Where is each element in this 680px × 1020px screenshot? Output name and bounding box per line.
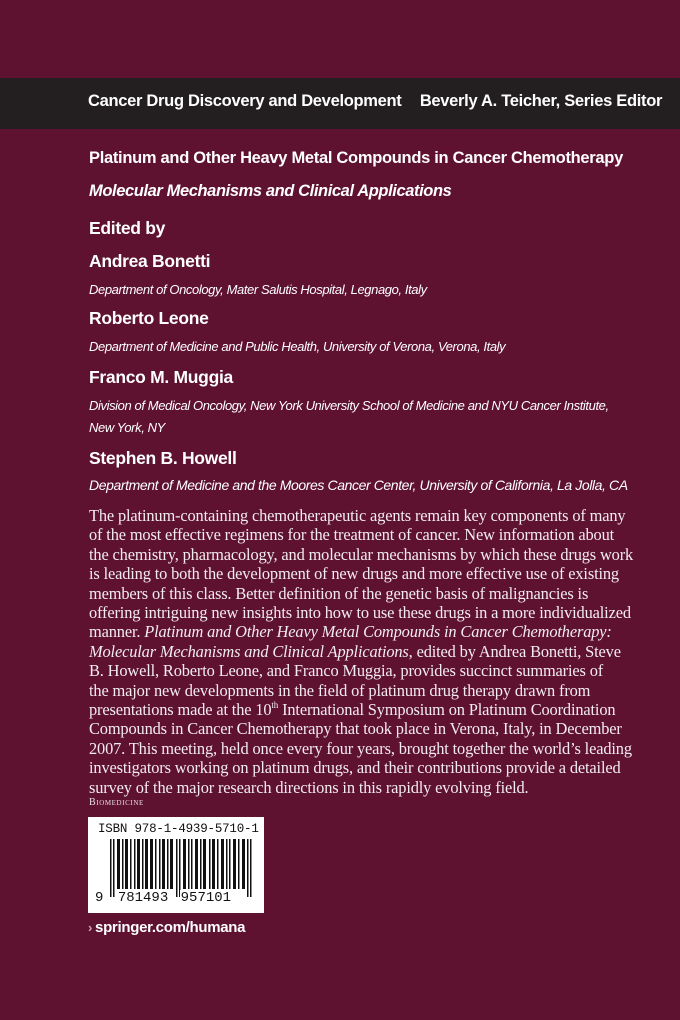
barcode-left-digits: 781493	[117, 890, 169, 906]
blurb-line	[89, 622, 629, 641]
blurb-line: survey of the major research directions in this rapidly evolving field.	[89, 777, 529, 797]
editor-name: Roberto Leone	[89, 308, 209, 328]
editor-affiliation: Division of Medical Oncology, New York University School of Medicine and NYU Cancer Institute,	[89, 398, 609, 413]
editor-affiliation: Department of Medicine and the Moores Cancer Center, University of California, La Jolla, CA	[89, 477, 628, 493]
editor-affiliation-line2: New York, NY	[89, 420, 165, 435]
chevron-right-icon: ›	[88, 920, 93, 935]
blurb-line	[89, 700, 629, 719]
blurb-line: Compounds in Cancer Chemotherapy that took place in Verona, Italy, in December	[89, 719, 622, 739]
blurb-line	[89, 642, 629, 661]
blurb-line: members of this class. Better definition of the genetic basis of malignancies is	[89, 583, 589, 603]
blurb-text: International Symposium on Platinum Coordination	[278, 700, 616, 720]
editor-name: Stephen B. Howell	[89, 448, 237, 468]
publisher-url[interactable]	[88, 919, 245, 936]
blurb-line: offering intriguing new insights into how to use these drugs in a more individualized	[89, 603, 631, 623]
description-blurb	[89, 506, 634, 797]
edited-by-heading: Edited by	[89, 218, 166, 238]
subject-category: Biomedicine	[89, 797, 144, 808]
blurb-line: the chemistry, pharmacology, and molecular mechanisms by which these drugs work	[89, 544, 634, 564]
barcode-digits	[94, 890, 232, 906]
isbn-label: ISBN 978-1-4939-5710-1	[98, 822, 259, 836]
blurb-book-title: Platinum and Other Heavy Metal Compounds in Cancer Chemotherapy:	[144, 622, 612, 642]
editor-name: Franco M. Muggia	[89, 367, 233, 387]
blurb-line: B. Howell, Roberto Leone, and Franco Muggia, provides succinct summaries of	[89, 661, 604, 681]
series-editor: Beverly A. Teicher, Series Editor	[419, 92, 663, 110]
blurb-line: is leading to both the development of new drugs and more effective use of existing	[89, 564, 619, 584]
book-subtitle: Molecular Mechanisms and Clinical Applications	[89, 182, 452, 200]
barcode-lead-digit: 9	[95, 890, 104, 906]
barcode-right-digits: 957101	[180, 890, 232, 906]
blurb-text: manner.	[89, 622, 145, 642]
book-title: Platinum and Other Heavy Metal Compounds in Cancer Chemotherapy	[89, 149, 623, 167]
series-name: Cancer Drug Discovery and Development	[88, 92, 402, 110]
blurb-text: , edited by Andrea Bonetti, Steve	[408, 641, 621, 661]
series-header	[88, 92, 662, 111]
isbn-barcode	[88, 817, 264, 913]
editor-affiliation: Department of Oncology, Mater Salutis Hospital, Legnago, Italy	[89, 282, 427, 297]
barcode-icon	[110, 839, 254, 897]
editor-affiliation: Department of Medicine and Public Health, University of Verona, Verona, Italy	[89, 339, 506, 354]
blurb-line: the major new developments in the field of platinum drug therapy drawn from	[89, 680, 591, 700]
blurb-superscript: th	[271, 700, 279, 711]
blurb-line: The platinum-containing chemotherapeutic agents remain key components of many	[89, 506, 626, 525]
blurb-text: presentations made at the 10	[89, 700, 272, 720]
publisher-url-text[interactable]: springer.com/humana	[95, 919, 246, 936]
blurb-line: 2007. This meeting, held once every four years, brought together the world’s leading	[89, 738, 632, 758]
blurb-book-subtitle: Molecular Mechanisms and Clinical Applications	[89, 641, 409, 661]
blurb-line: investigators working on platinum drugs, and their contributions provide a detailed	[89, 758, 621, 778]
blurb-line: of the most effective regimens for the treatment of cancer. New information about	[89, 525, 615, 545]
editor-name: Andrea Bonetti	[89, 251, 211, 271]
